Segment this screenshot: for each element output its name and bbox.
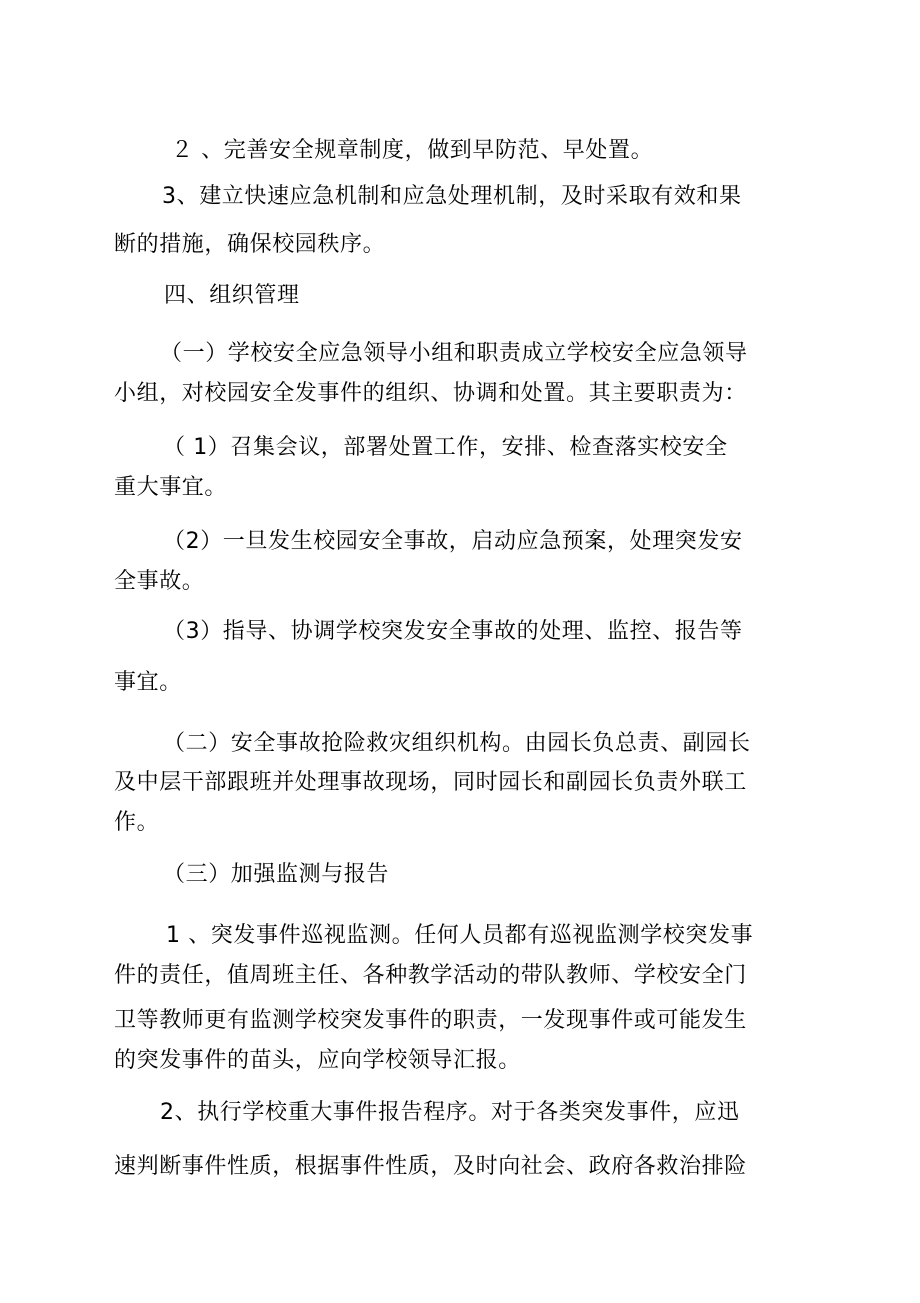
text-line: 小组，对校园安全发事件的组织、协调和处置。其主要职责为：	[114, 381, 747, 406]
text-line: 2、执行学校重大事件报告程序。对于各类突发事件，应迅	[160, 1100, 740, 1125]
text-line: 断的措施，确保校园秩序。	[114, 232, 386, 257]
text-line: （2）一旦发生校园安全事故，启动应急预案，处理突发安	[163, 529, 743, 554]
text-line: 作。	[114, 810, 160, 835]
text-line: 事宜。	[114, 670, 182, 695]
text-line: 的突发事件的苗头，应向学校领导汇报。	[114, 1048, 521, 1073]
text-line: （ 1）召集会议，部署处置工作，安排、检查落实校安全	[163, 435, 728, 460]
text-line: 及中层干部跟班并处理事故现场，同时园长和副园长负责外联工	[114, 770, 747, 795]
section-heading: （三）加强监测与报告	[163, 862, 390, 887]
text-line: 卫等教师更有监测学校突发事件的职责，一发现事件或可能发生	[114, 1008, 747, 1033]
text-line: （二）安全事故抢险救灾组织机构。由园长负总责、副园长	[163, 731, 751, 756]
section-heading: 四、组织管理	[164, 283, 300, 308]
text-line: 全事故。	[114, 569, 205, 594]
text-line: （3）指导、协调学校突发安全事故的处理、监控、报告等	[163, 619, 743, 644]
text-line: 1 、突发事件巡视监测。任何人员都有巡视监测学校突发事	[166, 923, 754, 948]
text-line: （一）学校安全应急领导小组和职责成立学校安全应急领导	[160, 341, 748, 366]
text-line: 3、建立快速应急机制和应急处理机制，及时采取有效和果	[162, 184, 742, 209]
text-line: ２ 、完善安全规章制度，做到早防范、早处置。	[171, 138, 654, 163]
text-line: 重大事宜。	[114, 475, 228, 500]
text-line: 件的责任，值周班主任、各种教学活动的带队教师、学校安全门	[114, 963, 747, 988]
text-line: 速判断事件性质，根据事件性质，及时向社会、政府各救治排险	[114, 1154, 747, 1179]
